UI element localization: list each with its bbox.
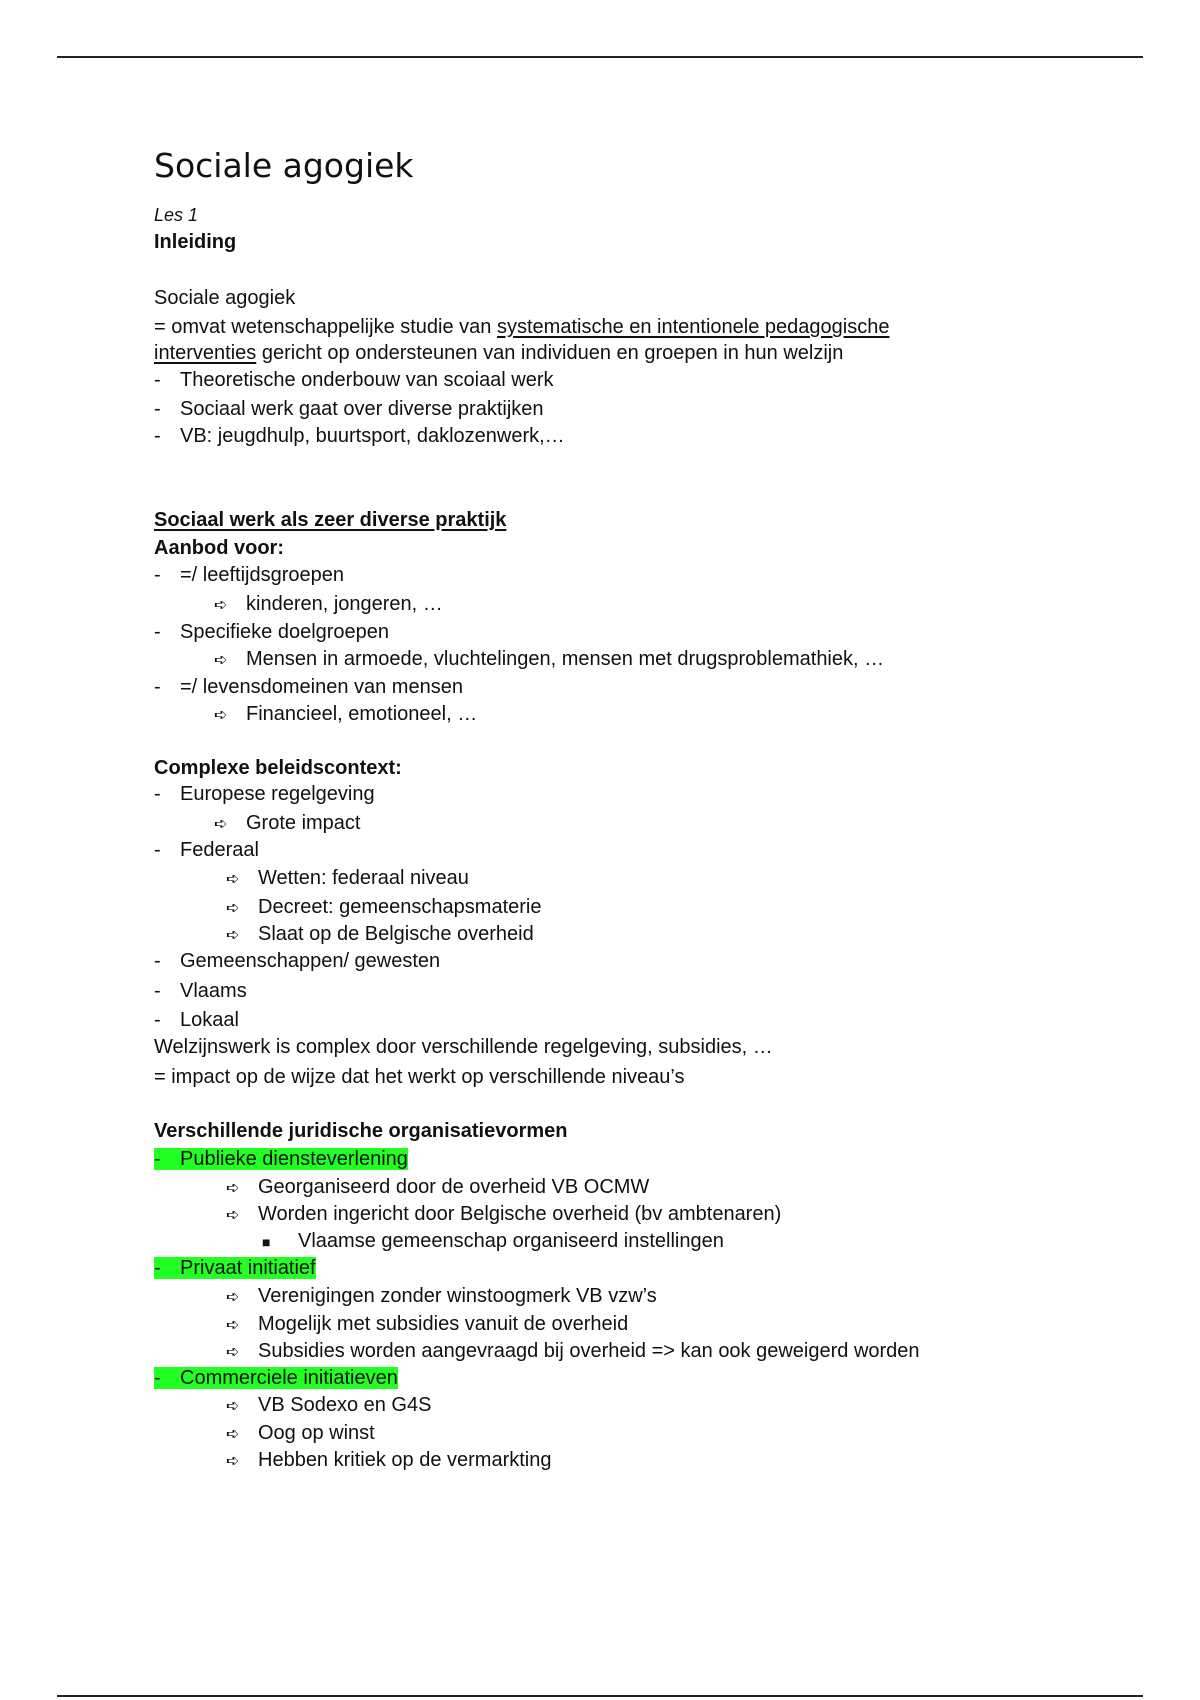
sub-list-item: ➪ Mogelijk met subsidies vanuit de overheid (226, 1311, 628, 1339)
dash-bullet: - (154, 1148, 161, 1170)
list-item: - Specifieke doelgroepen (154, 621, 390, 643)
sub-list-item: ➪ Hebben kritiek op de vermarkting (226, 1447, 551, 1475)
dash-bullet: - (154, 1009, 161, 1031)
sub-sub-list-item: ■ Vlaamse gemeenschap organiseerd instellingen (262, 1228, 724, 1255)
definition-term: Sociale agogiek (154, 287, 296, 309)
sub-list-item: ➪ Slaat op de Belgische overheid (226, 921, 534, 949)
dash-bullet: - (154, 369, 161, 391)
arrow-icon: ➪ (226, 1317, 240, 1334)
list-item: - VB: jeugdhulp, buurtsport, daklozenwerk,… (154, 425, 565, 447)
sub-list-item: ➪ Mensen in armoede, vluchtelingen, mensen met drugsproblemathiek, … (214, 646, 884, 674)
arrow-icon: ➪ (226, 927, 240, 944)
sub-list-item: ➪ Financieel, emotioneel, … (214, 701, 477, 729)
section-heading-diverse: Sociaal werk als zeer diverse praktijk (154, 509, 507, 531)
definition-underlined-2: interventies (154, 342, 257, 364)
sub-list-item: ➪ Subsidies worden aangevraagd bij overheid => kan ook geweigerd worden (226, 1338, 920, 1366)
section-subheading-aanbod: Aanbod voor: (154, 537, 284, 559)
definition-prefix: = omvat wetenschappelijke studie van (154, 316, 497, 338)
policy-note-1: Welzijnswerk is complex door verschillende regelgeving, subsidies, … (154, 1036, 773, 1058)
arrow-icon: ➪ (226, 900, 240, 917)
list-item: - Vlaams (154, 980, 247, 1002)
arrow-icon: ➪ (214, 816, 228, 833)
dash-bullet: - (154, 839, 161, 861)
intro-heading: Inleiding (154, 231, 237, 253)
list-item-highlighted (154, 1146, 408, 1172)
dash-bullet: - (154, 425, 161, 447)
highlight-commercial: - Commerciele initiatieven (154, 1367, 398, 1389)
list-item: - Federaal (154, 839, 259, 861)
sub-list-item: ➪ VB Sodexo en G4S (226, 1392, 431, 1420)
arrow-icon: ➪ (226, 1426, 240, 1443)
sub-list-item: ➪ Decreet: gemeenschapsmaterie (226, 894, 541, 922)
sub-list-item: ➪ Verenigingen zonder winstoogmerk VB vzw’s (226, 1283, 657, 1311)
arrow-icon: ➪ (226, 1289, 240, 1306)
arrow-icon: ➪ (214, 652, 228, 669)
arrow-icon: ➪ (226, 1207, 240, 1224)
dash-bullet: - (154, 676, 161, 698)
dash-bullet: - (154, 1367, 161, 1389)
definition-underlined-1: systematische en intentionele pedagogische (496, 316, 890, 338)
dash-bullet: - (154, 950, 161, 972)
arrow-icon: ➪ (226, 1344, 240, 1361)
highlight-private: - Privaat initiatief (154, 1257, 316, 1279)
lesson-label: Les 1 (154, 205, 199, 225)
policy-note-2: = impact op de wijze dat het werkt op verschillende niveau’s (154, 1066, 685, 1088)
sub-list-item: ➪ Oog op winst (226, 1420, 375, 1448)
arrow-icon: ➪ (226, 1453, 240, 1470)
sub-list-item: ➪ Georganiseerd door de overheid VB OCMW (226, 1174, 649, 1202)
dash-bullet: - (154, 564, 161, 586)
dash-bullet: - (154, 980, 161, 1002)
dash-bullet: - (154, 783, 161, 805)
dash-bullet: - (154, 1257, 161, 1279)
dash-bullet: - (154, 398, 161, 420)
list-item: - =/ leeftijdsgroepen (154, 564, 345, 586)
highlight-public: - Publieke diensteverlening (154, 1148, 408, 1170)
list-item: - Lokaal (154, 1009, 239, 1031)
sub-list-item: ➪ Grote impact (214, 810, 360, 838)
dash-bullet: - (154, 621, 161, 643)
page-bottom-rule (57, 1695, 1143, 1697)
arrow-icon: ➪ (226, 1398, 240, 1415)
list-item: - Gemeenschappen/ gewesten (154, 950, 441, 972)
list-item-highlighted (154, 1365, 398, 1391)
sub-list-item: ➪ Wetten: federaal niveau (226, 865, 469, 893)
arrow-icon: ➪ (226, 1180, 240, 1197)
arrow-icon: ➪ (226, 871, 240, 888)
document-title: Sociale agogiek (154, 146, 414, 185)
arrow-icon: ➪ (214, 597, 228, 614)
list-item-highlighted (154, 1255, 316, 1281)
sub-list-item: ➪ kinderen, jongeren, … (214, 591, 443, 619)
sub-list-item: ➪ Worden ingericht door Belgische overheid (bv ambtenaren) (226, 1201, 781, 1229)
section-heading-policy: Complexe beleidscontext: (154, 757, 402, 779)
definition-line-2 (154, 340, 843, 366)
page-top-rule (57, 56, 1143, 58)
arrow-icon: ➪ (214, 707, 228, 724)
list-item: - Europese regelgeving (154, 783, 375, 805)
definition-line-1 (154, 314, 889, 340)
section-heading-legal: Verschillende juridische organisatievormen (154, 1120, 568, 1142)
list-item: - =/ levensdomeinen van mensen (154, 676, 463, 698)
list-item: - Sociaal werk gaat over diverse praktijken (154, 398, 544, 420)
square-bullet-icon: ■ (262, 1234, 271, 1250)
list-item: - Theoretische onderbouw van scoiaal werk (154, 369, 554, 391)
definition-suffix: gericht op ondersteunen van individuen en groepen in hun welzijn (256, 342, 844, 364)
